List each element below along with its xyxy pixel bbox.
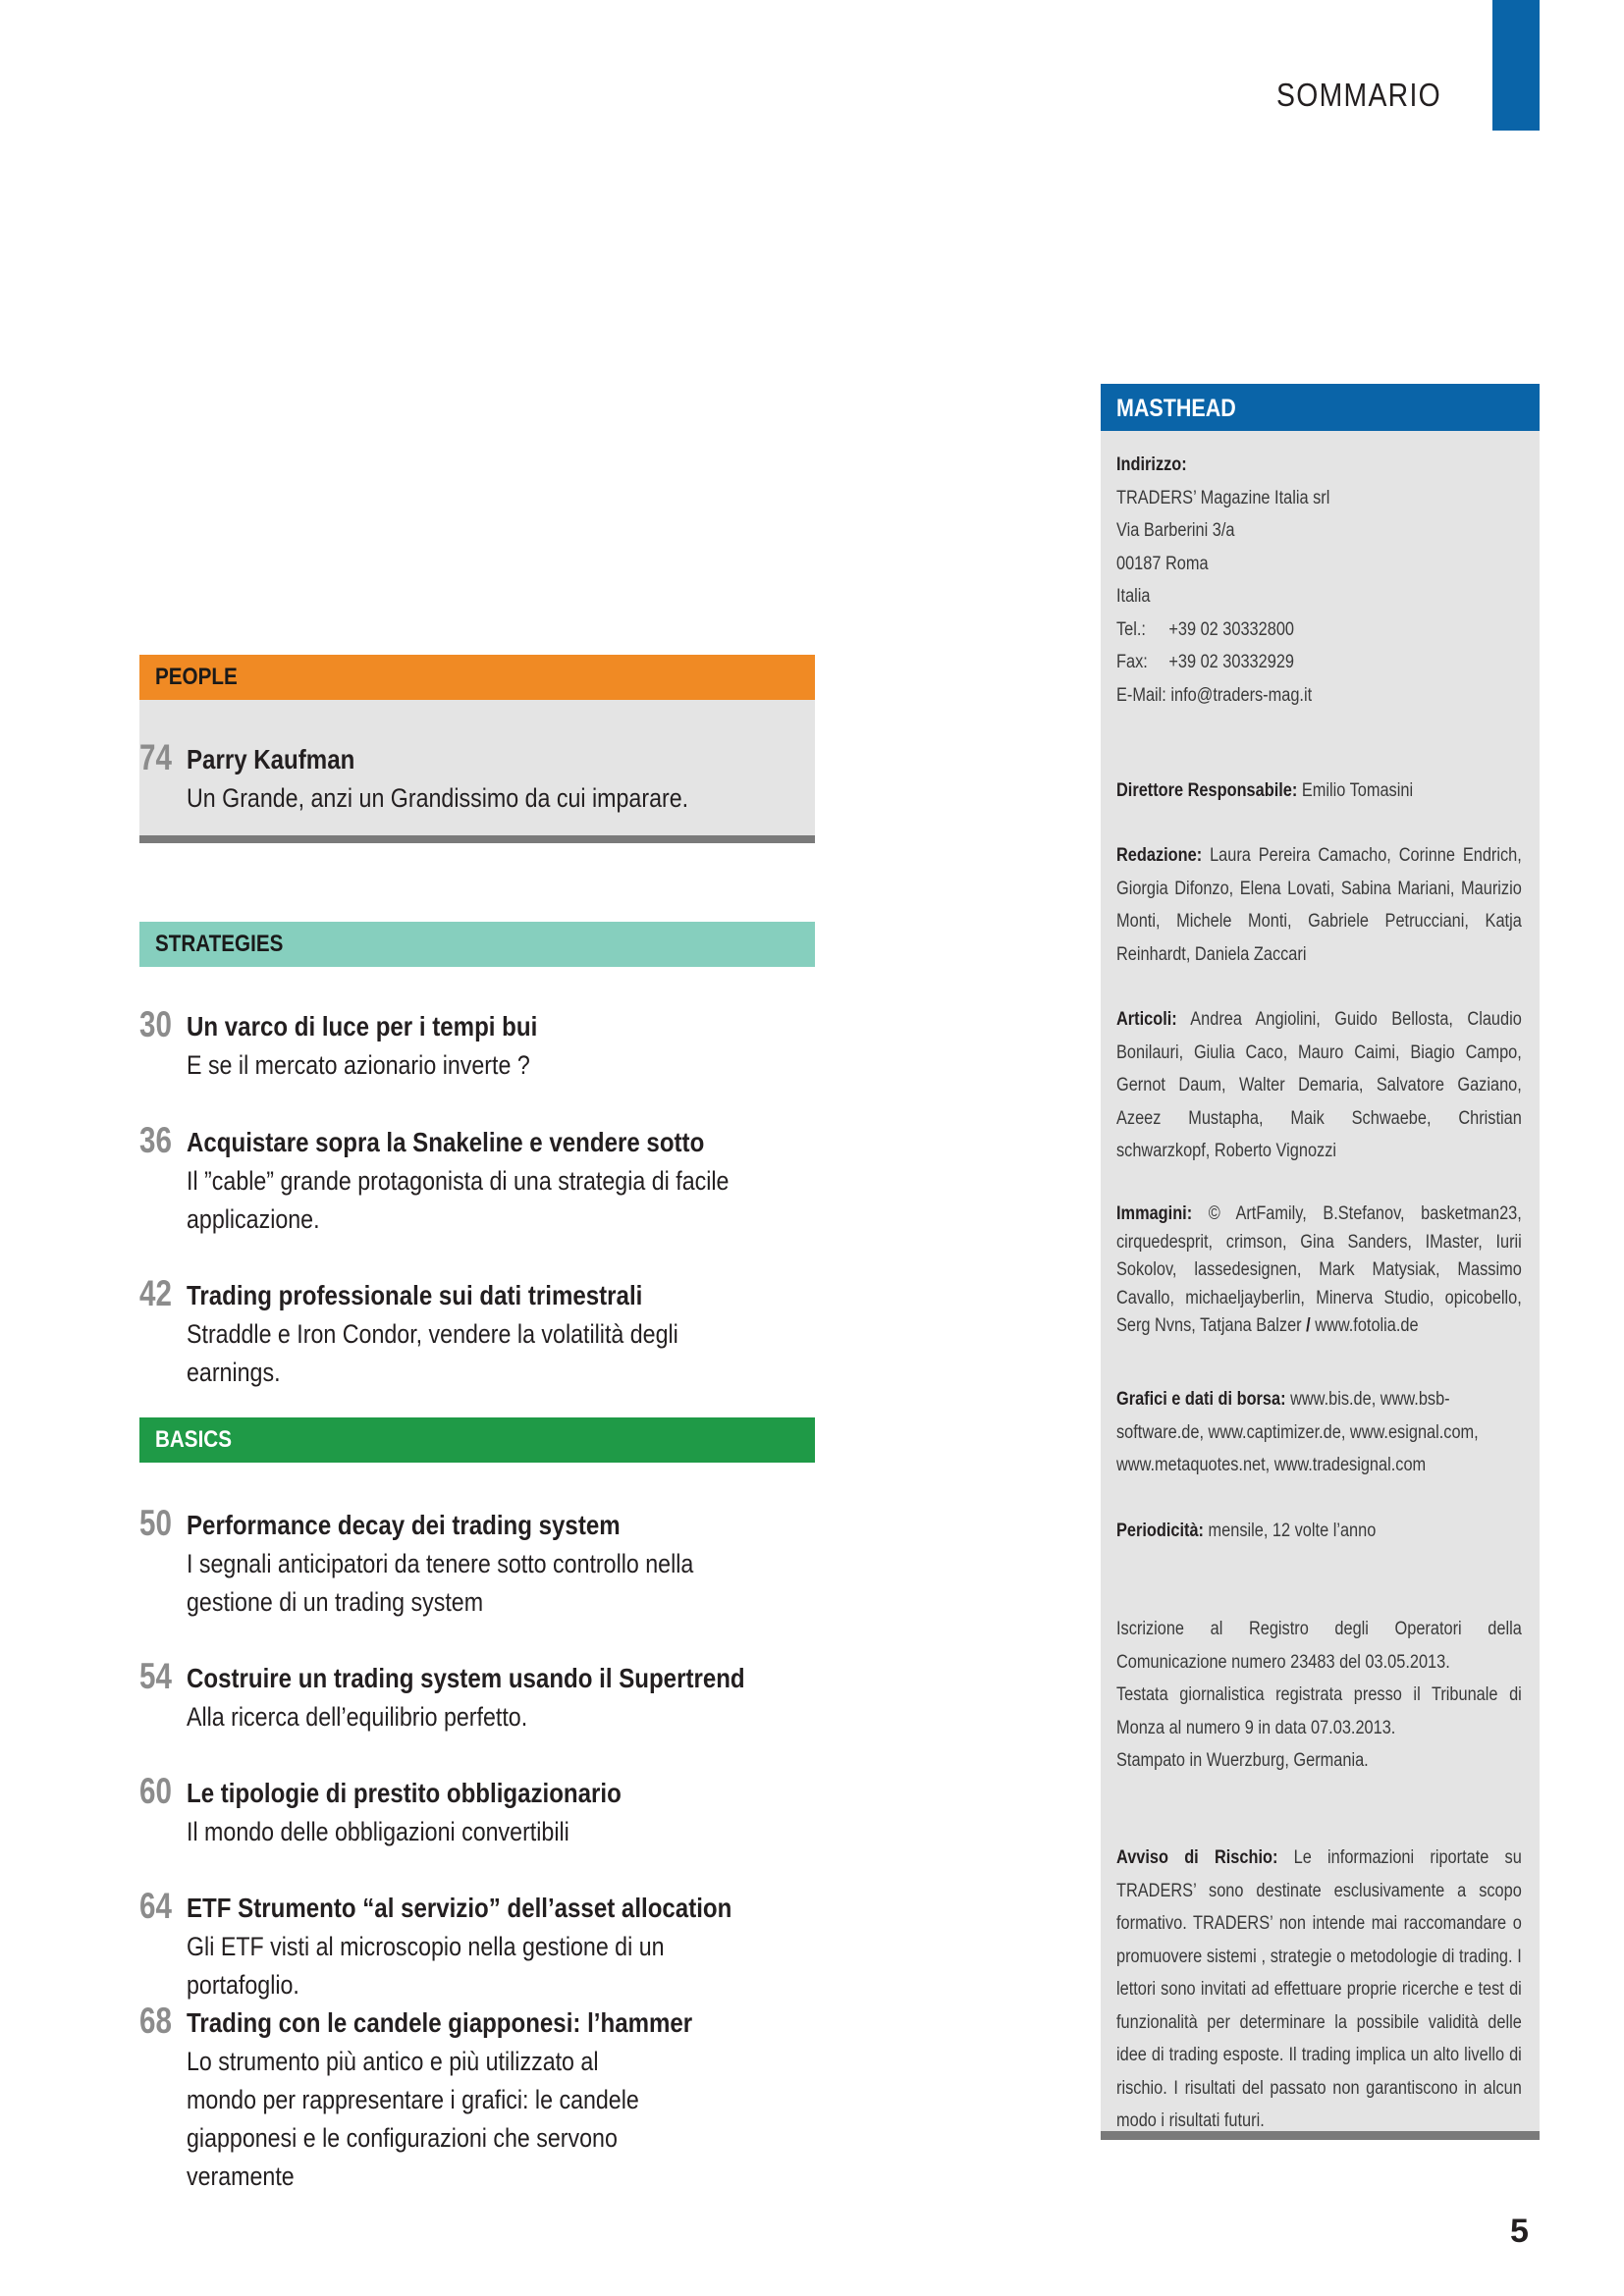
article-title: Le tipologie di prestito obbligazionario	[187, 1778, 622, 1808]
article-title: Trading professionale sui dati trimestrali	[187, 1280, 643, 1310]
immagini-source: www.fotolia.de	[1315, 1315, 1419, 1336]
article-title: Performance decay dei trading system	[187, 1510, 621, 1540]
director-label: Direttore Responsabile:	[1116, 780, 1298, 801]
page-number: 68	[139, 2001, 172, 2041]
avviso-value: Le informazioni riportate su TRADERS’ sono destinate esclusivamente a scopo formativo. TRADERS’ non intende mai raccomandare o promuovere sistemi , strategie o metodologie di trading. I lettori sono invitati ad effettuare proprie ricerche e test di funzionalità per determinare la possibile validità delle idee di trading esposte. Il trading implica un alto livello di rischio. I risultati del passato non garantiscono in alcun modo i risultati futuri.	[1116, 1847, 1522, 2131]
registro-text: Iscrizione al Registro degli Operatori della Comunicazione numero 23483 del 03.05.2013.	[1116, 1619, 1522, 1673]
masthead-redazione	[1116, 839, 1522, 971]
testata-text: Testata giornalistica registrata presso il Tribunale di Monza al numero 9 in data 07.03.2013.	[1116, 1684, 1522, 1738]
header-accent-bar	[1492, 0, 1540, 131]
masthead-registro	[1116, 1613, 1522, 1778]
masthead-address	[1116, 449, 1522, 712]
immagini-value: © ArtFamily, B.Stefanov, basketman23, cirquedesprit, crimson, Gina Sanders, IMaster, Iurii Sokolov, lassedesignen, Mark Matysiak, Massimo Cavallo, michaeljayberlin, Minerva Studio, opicobello, Serg Nvns, Tatjana Balzer	[1116, 1203, 1522, 1336]
article-title: Acquistare sopra la Snakeline e vendere sotto	[187, 1127, 705, 1157]
address-label: Indirizzo:	[1116, 454, 1187, 475]
article-subtitle: Alla ricerca dell’equilibrio perfetto.	[187, 1702, 528, 1732]
email-line	[1116, 679, 1522, 713]
address-line: TRADERS’ Magazine Italia srl	[1116, 487, 1330, 508]
email-label: E-Mail:	[1116, 684, 1166, 706]
tel-label: Tel.:	[1116, 618, 1146, 640]
address-line: Italia	[1116, 586, 1151, 607]
article-title: ETF Strumento “al servizio” dell’asset allocation	[187, 1893, 732, 1923]
page-number: 30	[139, 1004, 172, 1044]
page-number: 36	[139, 1120, 172, 1160]
address-line: 00187 Roma	[1116, 553, 1209, 574]
page-number: 54	[139, 1656, 172, 1696]
masthead-periodicita	[1116, 1515, 1522, 1548]
section-header-people: PEOPLE	[139, 655, 815, 700]
page-number: 64	[139, 1886, 172, 1926]
masthead-articoli	[1116, 1003, 1522, 1168]
director-value: Emilio Tomasini	[1301, 780, 1414, 801]
address-line: Via Barberini 3/a	[1116, 520, 1235, 541]
article-title: Parry Kaufman	[187, 744, 355, 774]
periodicita-value: mensile, 12 volte l’anno	[1208, 1521, 1377, 1541]
article-title: Trading con le candele giapponesi: l’hammer	[187, 2007, 693, 2038]
article-subtitle: Un Grande, anzi un Grandissimo da cui imparare.	[187, 783, 689, 813]
article-subtitle: Straddle e Iron Condor, vendere la volatilità degli earnings.	[187, 1319, 678, 1387]
masthead-immagini: Immagini: © ArtFamily, B.Stefanov, basketman23, cirquedesprit, crimson, Gina Sanders, IMaster, Iurii Sokolov, lassedesignen, Mark Matysiak, Massimo Cavallo, michaeljayberlin, Minerva Studio, opicobello, Serg Nvns, Tatjana Balzer / www.fotolia.de	[1116, 1203, 1522, 1336]
periodicita-label: Periodicità:	[1116, 1521, 1204, 1541]
stampato-text: Stampato in Wuerzburg, Germania.	[1116, 1750, 1369, 1771]
email-link[interactable]: info@traders-mag.it	[1170, 684, 1313, 706]
fax-value: +39 02 30332929	[1168, 652, 1295, 672]
avviso-label: Avviso di Rischio:	[1116, 1847, 1278, 1868]
section-label: SOMMARIO	[1276, 77, 1441, 113]
masthead-grafici	[1116, 1383, 1522, 1482]
article-subtitle: Lo strumento più antico e più utilizzato al mondo per rappresentare i grafici: le candele giapponesi e le configurazioni che servono veramente	[187, 2047, 639, 2191]
page-number: 42	[139, 1273, 172, 1313]
fax-label: Fax:	[1116, 652, 1148, 672]
tel-line	[1116, 614, 1522, 647]
section-header-strategies: STRATEGIES	[139, 922, 815, 967]
redazione-value: Laura Pereira Camacho, Corinne Endrich, Giorgia Difonzo, Elena Lovati, Sabina Mariani, Maurizio Monti, Michele Monti, Gabriele Petrucciani, Katja Reinhardt, Daniela Zaccari	[1116, 845, 1522, 965]
grafici-value: www.bis.de, www.bsb-software.de, www.captimizer.de, www.esignal.com, www.metaquotes.net, www.tradesignal.com	[1116, 1389, 1479, 1475]
fax-line	[1116, 646, 1522, 679]
article-title: Un varco di luce per i tempi bui	[187, 1011, 538, 1041]
article-subtitle: Il ”cable” grande protagonista di una strategia di facile applicazione.	[187, 1166, 730, 1234]
masthead-title: MASTHEAD	[1101, 384, 1540, 431]
article-subtitle: Gli ETF visti al microscopio nella gestione di un portafoglio.	[187, 1932, 665, 2000]
tel-value: +39 02 30332800	[1168, 618, 1295, 640]
article-subtitle: I segnali anticipatori da tenere sotto controllo nella gestione di un trading system	[187, 1549, 694, 1617]
page-number-footer: 5	[1510, 2213, 1529, 2250]
article-subtitle: Il mondo delle obbligazioni convertibili	[187, 1817, 569, 1846]
articoli-value: Andrea Angiolini, Guido Bellosta, Claudio Bonilauri, Giulia Caco, Mauro Caimi, Biagio Campo, Gernot Daum, Walter Demaria, Salvatore Gaziano, Azeez Mustapha, Maik Schwaebe, Christian schwarzkopf, Roberto Vignozzi	[1116, 1009, 1522, 1161]
masthead-director	[1116, 774, 1522, 808]
page-number: 74	[139, 737, 172, 777]
grafici-label: Grafici e dati di borsa:	[1116, 1389, 1286, 1410]
redazione-label: Redazione:	[1116, 845, 1203, 866]
page-number: 60	[139, 1771, 172, 1811]
article-title: Costruire un trading system usando il Supertrend	[187, 1663, 745, 1693]
masthead-avviso	[1116, 1842, 1522, 2138]
page-number: 50	[139, 1503, 172, 1543]
immagini-label: Immagini:	[1116, 1203, 1193, 1224]
articoli-label: Articoli:	[1116, 1009, 1177, 1030]
article-subtitle: E se il mercato azionario inverte ?	[187, 1050, 530, 1080]
masthead-panel	[1101, 384, 1540, 2140]
section-header-basics: BASICS	[139, 1417, 815, 1463]
